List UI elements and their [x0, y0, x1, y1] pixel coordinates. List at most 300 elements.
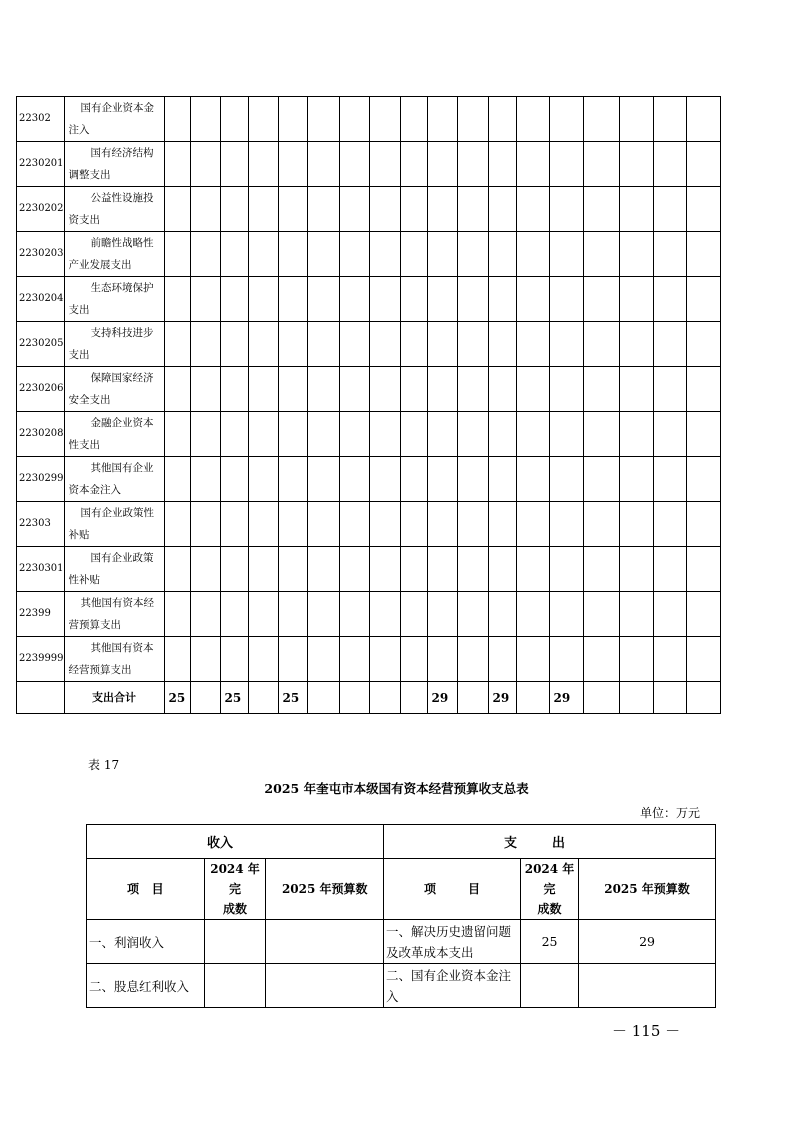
- expense-2025-value: 29: [579, 920, 716, 964]
- empty-cell: [190, 547, 220, 592]
- total-value: 29: [427, 682, 457, 714]
- empty-cell: [220, 367, 248, 412]
- expense-2025-value: [579, 964, 716, 1008]
- total-value: [190, 682, 220, 714]
- empty-cell: [369, 592, 400, 637]
- empty-cell: [488, 367, 516, 412]
- empty-cell: [583, 322, 619, 367]
- empty-cell: [220, 457, 248, 502]
- empty-cell: [427, 637, 457, 682]
- empty-cell: [220, 142, 248, 187]
- empty-cell: [400, 547, 427, 592]
- empty-cell: [190, 367, 220, 412]
- empty-cell: [164, 592, 190, 637]
- empty-cell: [619, 547, 653, 592]
- empty-cell: [190, 412, 220, 457]
- empty-cell: [248, 457, 278, 502]
- empty-cell: [686, 412, 720, 457]
- table-row: [17, 367, 721, 412]
- empty-cell: [278, 322, 307, 367]
- total-value: [339, 682, 369, 714]
- empty-cell: [619, 142, 653, 187]
- row-name: 其他国有企业 资本金注入: [64, 457, 164, 502]
- empty-cell: [686, 97, 720, 142]
- empty-cell: [516, 592, 549, 637]
- expense-item: 一、解决历史遗留问题 及改革成本支出: [384, 920, 521, 964]
- income-2024-value: [204, 920, 266, 964]
- expense-2024-value: [521, 964, 579, 1008]
- empty-cell: [488, 592, 516, 637]
- empty-cell: [549, 187, 583, 232]
- empty-cell: [220, 502, 248, 547]
- empty-cell: [369, 142, 400, 187]
- empty-cell: [369, 637, 400, 682]
- empty-cell: [549, 637, 583, 682]
- empty-cell: [164, 412, 190, 457]
- empty-cell: [488, 547, 516, 592]
- empty-cell: [307, 232, 339, 277]
- empty-cell: [369, 97, 400, 142]
- row-code: 2230202: [17, 187, 65, 232]
- empty-cell: [220, 322, 248, 367]
- table-row: [17, 232, 721, 277]
- empty-cell: [369, 187, 400, 232]
- empty-cell: [307, 547, 339, 592]
- empty-cell: [427, 412, 457, 457]
- empty-cell: [653, 187, 686, 232]
- table-row: [87, 964, 716, 1008]
- empty-cell: [278, 187, 307, 232]
- empty-cell: [400, 367, 427, 412]
- row-name: 生态环境保护 支出: [64, 277, 164, 322]
- empty-cell: [190, 637, 220, 682]
- income-2024-value: [204, 964, 266, 1008]
- empty-cell: [278, 367, 307, 412]
- table-row: [87, 920, 716, 964]
- row-name: 国有企业政策 性补贴: [64, 547, 164, 592]
- empty-cell: [248, 187, 278, 232]
- row-name: 前瞻性战略性 产业发展支出: [64, 232, 164, 277]
- empty-cell: [427, 502, 457, 547]
- empty-cell: [516, 367, 549, 412]
- empty-cell: [339, 232, 369, 277]
- empty-cell: [400, 322, 427, 367]
- column-header-row: [87, 859, 716, 920]
- empty-cell: [583, 457, 619, 502]
- empty-cell: [278, 637, 307, 682]
- row-name: 其他国有资本 经营预算支出: [64, 637, 164, 682]
- empty-cell: [400, 187, 427, 232]
- row-code: 22399: [17, 592, 65, 637]
- row-name: 其他国有资本经 营预算支出: [64, 592, 164, 637]
- empty-cell: [427, 592, 457, 637]
- empty-cell: [369, 367, 400, 412]
- empty-cell: [516, 277, 549, 322]
- empty-cell: [339, 322, 369, 367]
- empty-cell: [619, 277, 653, 322]
- empty-cell: [653, 97, 686, 142]
- empty-cell: [686, 322, 720, 367]
- row-code: 2230203: [17, 232, 65, 277]
- empty-cell: [278, 232, 307, 277]
- table-row: [17, 277, 721, 322]
- income-2025-header: 2025 年预算数: [266, 859, 384, 920]
- table-row: [17, 457, 721, 502]
- row-code: 2230208: [17, 412, 65, 457]
- row-code: 22303: [17, 502, 65, 547]
- empty-cell: [427, 187, 457, 232]
- empty-cell: [619, 637, 653, 682]
- empty-cell: [549, 457, 583, 502]
- empty-cell: [549, 592, 583, 637]
- empty-cell: [653, 322, 686, 367]
- empty-cell: [583, 367, 619, 412]
- empty-cell: [488, 187, 516, 232]
- total-value: 25: [164, 682, 190, 714]
- empty-cell: [369, 232, 400, 277]
- income-item: 二、股息红利收入: [87, 964, 205, 1008]
- empty-cell: [653, 637, 686, 682]
- empty-cell: [339, 142, 369, 187]
- empty-cell: [339, 412, 369, 457]
- empty-cell: [400, 457, 427, 502]
- page-title: 2025 年奎屯市本级国有资本经营预算收支总表: [264, 781, 529, 796]
- empty-cell: [619, 502, 653, 547]
- empty-cell: [488, 277, 516, 322]
- total-value: [369, 682, 400, 714]
- empty-cell: [516, 187, 549, 232]
- empty-cell: [220, 232, 248, 277]
- table-row: [17, 322, 721, 367]
- table-row: [17, 412, 721, 457]
- empty-cell: [619, 97, 653, 142]
- empty-cell: [488, 322, 516, 367]
- empty-cell: [307, 457, 339, 502]
- empty-cell: [220, 277, 248, 322]
- empty-cell: [583, 97, 619, 142]
- empty-cell: [516, 97, 549, 142]
- row-name: 公益性设施投 资支出: [64, 187, 164, 232]
- empty-cell: [220, 637, 248, 682]
- empty-cell: [427, 97, 457, 142]
- total-value: 25: [220, 682, 248, 714]
- empty-cell: [516, 232, 549, 277]
- empty-cell: [549, 502, 583, 547]
- expense-item-header: 项 目: [384, 859, 521, 920]
- empty-cell: [307, 142, 339, 187]
- empty-cell: [278, 592, 307, 637]
- empty-cell: [457, 547, 488, 592]
- empty-cell: [220, 547, 248, 592]
- row-name: 支持科技进步 支出: [64, 322, 164, 367]
- empty-cell: [516, 502, 549, 547]
- empty-cell: [369, 277, 400, 322]
- empty-cell: [164, 97, 190, 142]
- income-section-header: 收 入: [87, 825, 384, 859]
- empty-cell: [248, 97, 278, 142]
- empty-cell: [457, 592, 488, 637]
- total-value: [400, 682, 427, 714]
- table-row: [17, 142, 721, 187]
- empty-cell: [220, 592, 248, 637]
- empty-cell: [164, 277, 190, 322]
- empty-cell: [619, 322, 653, 367]
- empty-cell: [164, 322, 190, 367]
- table-row: [17, 97, 721, 142]
- empty-cell: [549, 97, 583, 142]
- empty-cell: [457, 502, 488, 547]
- empty-cell: [190, 97, 220, 142]
- empty-cell: [488, 412, 516, 457]
- table-row: [17, 187, 721, 232]
- empty-cell: [339, 592, 369, 637]
- empty-cell: [164, 547, 190, 592]
- empty-cell: [488, 142, 516, 187]
- empty-cell: [583, 232, 619, 277]
- row-code: 2230299: [17, 457, 65, 502]
- empty-cell: [549, 412, 583, 457]
- empty-cell: [516, 412, 549, 457]
- empty-cell: [190, 457, 220, 502]
- empty-cell: [457, 412, 488, 457]
- empty-cell: [369, 502, 400, 547]
- empty-cell: [427, 277, 457, 322]
- empty-cell: [220, 187, 248, 232]
- empty-cell: [278, 97, 307, 142]
- empty-cell: [583, 592, 619, 637]
- empty-cell: [549, 547, 583, 592]
- empty-cell: [369, 547, 400, 592]
- empty-cell: [339, 547, 369, 592]
- empty-cell: [457, 457, 488, 502]
- empty-cell: [488, 457, 516, 502]
- empty-cell: [488, 97, 516, 142]
- empty-cell: [190, 502, 220, 547]
- empty-cell: [190, 142, 220, 187]
- expense-2025-header: 2025 年预算数: [579, 859, 716, 920]
- empty-cell: [164, 637, 190, 682]
- total-label: 支出合计: [64, 682, 164, 714]
- empty-cell: [653, 457, 686, 502]
- empty-cell: [549, 232, 583, 277]
- empty-cell: [583, 412, 619, 457]
- empty-cell: [164, 457, 190, 502]
- empty-cell: [653, 412, 686, 457]
- empty-cell: [307, 592, 339, 637]
- empty-cell: [339, 457, 369, 502]
- empty-cell: [686, 367, 720, 412]
- empty-cell: [686, 592, 720, 637]
- empty-cell: [248, 412, 278, 457]
- empty-cell: [457, 322, 488, 367]
- unit-label: 单位：万元: [640, 806, 701, 820]
- empty-cell: [653, 367, 686, 412]
- empty-cell: [427, 367, 457, 412]
- empty-cell: [278, 502, 307, 547]
- empty-cell: [653, 502, 686, 547]
- row-code: 2230206: [17, 367, 65, 412]
- empty-cell: [190, 592, 220, 637]
- empty-cell: [686, 187, 720, 232]
- total-value: [653, 682, 686, 714]
- empty-cell: [339, 637, 369, 682]
- table-caption: 表 17: [88, 758, 120, 772]
- empty-cell: [248, 232, 278, 277]
- empty-cell: [549, 367, 583, 412]
- table-row: [17, 637, 721, 682]
- total-value: 25: [278, 682, 307, 714]
- empty-cell: [339, 367, 369, 412]
- income-2025-value: [266, 920, 384, 964]
- row-name: 国有经济结构 调整支出: [64, 142, 164, 187]
- empty-cell: [653, 142, 686, 187]
- empty-cell: [307, 502, 339, 547]
- empty-cell: [164, 502, 190, 547]
- empty-cell: [369, 457, 400, 502]
- empty-cell: [278, 547, 307, 592]
- expense-section-header: 支 出: [384, 825, 716, 859]
- empty-cell: [516, 547, 549, 592]
- empty-cell: [686, 232, 720, 277]
- empty-cell: [549, 277, 583, 322]
- empty-cell: [164, 142, 190, 187]
- empty-cell: [619, 592, 653, 637]
- empty-cell: [190, 322, 220, 367]
- table-row: [17, 502, 721, 547]
- empty-cell: [583, 187, 619, 232]
- empty-cell: [619, 412, 653, 457]
- empty-cell: [248, 322, 278, 367]
- empty-cell: [583, 547, 619, 592]
- empty-cell: [427, 142, 457, 187]
- empty-cell: [516, 457, 549, 502]
- empty-cell: [457, 367, 488, 412]
- empty-cell: [248, 592, 278, 637]
- empty-cell: [400, 277, 427, 322]
- expense-2024-value: 25: [521, 920, 579, 964]
- empty-cell: [653, 277, 686, 322]
- empty-cell: [164, 367, 190, 412]
- empty-cell: [457, 187, 488, 232]
- empty-cell: [248, 637, 278, 682]
- empty-cell: [653, 547, 686, 592]
- empty-cell: [190, 277, 220, 322]
- empty-cell: [307, 637, 339, 682]
- empty-cell: [583, 502, 619, 547]
- total-value: [686, 682, 720, 714]
- row-name: 保障国家经济 安全支出: [64, 367, 164, 412]
- empty-cell: [400, 592, 427, 637]
- empty-cell: [278, 412, 307, 457]
- empty-cell: [686, 502, 720, 547]
- empty-cell: [686, 142, 720, 187]
- empty-cell: [583, 142, 619, 187]
- empty-cell: [400, 502, 427, 547]
- empty-cell: [164, 187, 190, 232]
- expense-2024-header: 2024 年完 成数: [521, 859, 579, 920]
- total-value: [248, 682, 278, 714]
- empty-cell: [457, 277, 488, 322]
- total-code-cell: [17, 682, 65, 714]
- empty-cell: [516, 637, 549, 682]
- empty-cell: [619, 457, 653, 502]
- empty-cell: [488, 232, 516, 277]
- table-row: [17, 592, 721, 637]
- empty-cell: [653, 592, 686, 637]
- income-item: 一、利润收入: [87, 920, 205, 964]
- empty-cell: [164, 232, 190, 277]
- empty-cell: [686, 637, 720, 682]
- income-item-header: 项 目: [87, 859, 205, 920]
- empty-cell: [549, 142, 583, 187]
- row-code: 2230201: [17, 142, 65, 187]
- total-value: [307, 682, 339, 714]
- empty-cell: [400, 142, 427, 187]
- row-code: 2230301: [17, 547, 65, 592]
- empty-cell: [400, 232, 427, 277]
- empty-cell: [427, 232, 457, 277]
- empty-cell: [307, 97, 339, 142]
- empty-cell: [190, 187, 220, 232]
- empty-cell: [488, 637, 516, 682]
- empty-cell: [457, 97, 488, 142]
- empty-cell: [619, 367, 653, 412]
- empty-cell: [339, 187, 369, 232]
- empty-cell: [427, 547, 457, 592]
- empty-cell: [400, 412, 427, 457]
- empty-cell: [369, 322, 400, 367]
- empty-cell: [307, 322, 339, 367]
- empty-cell: [278, 142, 307, 187]
- empty-cell: [457, 232, 488, 277]
- row-name: 国有企业资本金 注入: [64, 97, 164, 142]
- empty-cell: [619, 187, 653, 232]
- row-code: 22302: [17, 97, 65, 142]
- empty-cell: [339, 502, 369, 547]
- empty-cell: [400, 637, 427, 682]
- row-name: 国有企业政策性 补贴: [64, 502, 164, 547]
- empty-cell: [516, 322, 549, 367]
- expenditure-table: [16, 96, 721, 714]
- page-number: － 115 －: [612, 1022, 681, 1040]
- empty-cell: [248, 142, 278, 187]
- total-value: [516, 682, 549, 714]
- empty-cell: [248, 277, 278, 322]
- total-row: [17, 682, 721, 714]
- empty-cell: [307, 277, 339, 322]
- empty-cell: [248, 367, 278, 412]
- total-value: [583, 682, 619, 714]
- row-code: 2239999: [17, 637, 65, 682]
- empty-cell: [190, 232, 220, 277]
- total-value: 29: [488, 682, 516, 714]
- empty-cell: [339, 277, 369, 322]
- empty-cell: [619, 232, 653, 277]
- empty-cell: [369, 412, 400, 457]
- empty-cell: [686, 547, 720, 592]
- empty-cell: [488, 502, 516, 547]
- empty-cell: [307, 367, 339, 412]
- table-row: [17, 547, 721, 592]
- empty-cell: [427, 457, 457, 502]
- empty-cell: [278, 277, 307, 322]
- empty-cell: [400, 97, 427, 142]
- empty-cell: [457, 637, 488, 682]
- expense-item: 二、国有企业资本金注 入: [384, 964, 521, 1008]
- empty-cell: [307, 412, 339, 457]
- empty-cell: [457, 142, 488, 187]
- empty-cell: [278, 457, 307, 502]
